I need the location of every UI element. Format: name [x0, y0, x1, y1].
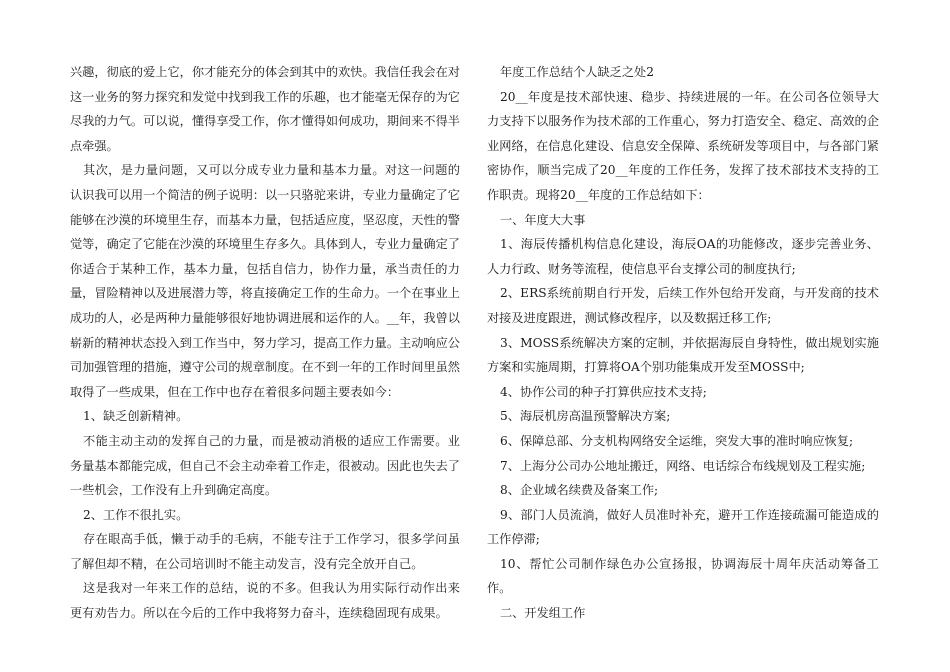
heading-not-solid: 2、工作不很扎实。 — [83, 507, 189, 522]
section-title: 年度工作总结个人缺乏之处2 — [500, 65, 655, 79]
paragraph-conclusion: 这是我对一年来工作的总结，说的不多。但我认为用实际行动作出来更有劝告力。所以在今后的工作中我将努力奋斗，连续稳固现有成果。 — [70, 581, 460, 621]
paragraph-lack-innovation: 不能主动主动的发挥自己的力量，而是被动消极的适应工作需要。业务量基本都能完成，但自己不会主动牵着工作走，很被动。因此也失去了一些机会，工作没有上升到确定高度。 — [70, 433, 460, 498]
list-item-4: 4、协作公司的种子打算供应技术支持; — [500, 384, 707, 399]
heading-major-events: 一、年度大大事 — [500, 212, 586, 227]
paragraph-ability-problem: 其次，是力量问题，又可以分成专业力量和基本力量。对这一问题的认识我可以用一个简洁的例子说明：以一只骆驼来讲，专业力量确定了它能够在沙漠的环境里生存，而基本力量，包括适应度，坚忍度，天性的警觉等，确定了它能在沙漠的环境里生存多久。具体到人，专业力量确定了你适合于某种工作，基本力量，包括自信力，协作力量，承当责任的力量，冒险精神以及进展潜力等，将直接确定工作的生命力。一个在事业上成功的人，必是两种力量能够很好地协调进展和运作的人。__年，我曾以崭新的精神状态投入到工作当中，努力学习，提高工作力量。主动响应公司加强管理的措施，遵守公司的规章制度。在不到一年的工作时间里虽然取得了一些成果，但在工作中也存在着很多问题主要表如今： — [70, 163, 460, 399]
list-item-8: 8、企业域名续费及备案工作; — [500, 483, 659, 498]
list-item-5: 5、海辰机房高温预警解决方案; — [500, 409, 671, 424]
heading-dev-group: 二、开发组工作 — [500, 606, 586, 621]
list-item-10: 10、帮忙公司制作绿色办公宣扬报，协调海辰十周年庆活动筹备工作。 — [487, 556, 879, 596]
paragraph-not-solid: 存在眼高手低，懒于动手的毛病，不能专注于工作学习，很多学问虽了解但却不精，在公司培训时不能主动发言，没有完全放开自己。 — [70, 532, 460, 571]
list-item-3: 3、MOSS系统解决方案的定制，并依据海辰自身特性，做出规划实施方案和实施周期，打算将OA个别功能集成开发至MOSS中; — [487, 335, 879, 375]
list-item-7: 7、上海分公司办公地址搬迁，网络、电话综合布线规划及工程实施; — [500, 458, 866, 473]
paragraph-year-overview: 20__年度是技术部快速、稳步、持续进展的一年。在公司各位领导大力支持下以服务作为技术部的工作重心，努力打造安全、稳定、高效的企业网络，在信息化建设、信息安全保障、系统研发等项目中，与各部门紧密协作，顺当完成了20__年度的工作任务，发挥了技术部技术支持的工作职责。现将20__年度的工作总结如下： — [487, 89, 879, 202]
list-item-9: 9、部门人员流淌，做好人员准时补充，避开工作连接疏漏可能造成的工作停滞; — [487, 507, 879, 547]
list-item-1: 1、海辰传播机构信息化建设，海辰OA的功能修改，逐步完善业务、人力行政、财务等流程，使信息平台支撑公司的制度执行; — [487, 237, 879, 276]
left-column — [70, 60, 460, 626]
paragraph-interest-continuation: 兴趣，彻底的爱上它，你才能充分的体会到其中的欢快。我信任我会在对这一业务的努力探究和发觉中找到我工作的乐趣，也才能毫无保存的为它尽我的力气。可以说，懂得享受工作，你才懂得如何成功，期间来不得半点牵强。 — [70, 65, 460, 153]
heading-lack-innovation: 1、缺乏创新精神。 — [83, 409, 189, 424]
list-item-2: 2、ERS系统前期自行开发，后续工作外包给开发商，与开发商的技术对接及进度跟进，测试修改程序，以及数据迁移工作; — [487, 286, 879, 325]
right-column — [487, 60, 879, 626]
list-item-6: 6、保障总部、分支机构网络安全运维，突发大事的准时响应恢复; — [500, 433, 854, 448]
